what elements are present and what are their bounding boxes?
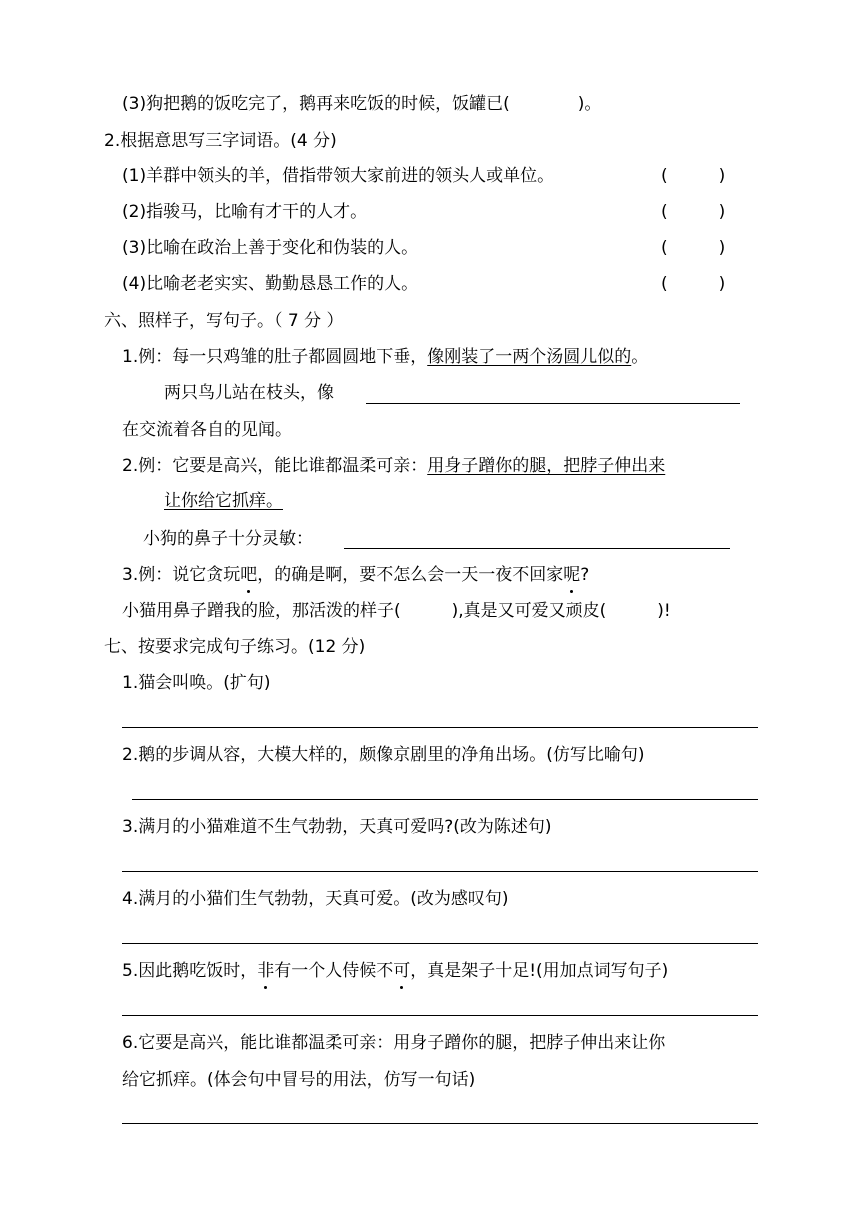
- s7-item-5-text: [122, 959, 668, 983]
- s7-item-4-text: 4.满月的小猫们生气勃勃，天真可爱。(改为感叹句): [122, 889, 509, 909]
- s7-item-5-answer-line[interactable]: [122, 1015, 758, 1016]
- s7-item-3-answer-line[interactable]: [122, 871, 758, 872]
- section-7-title: 七、按要求完成句子练习。(12 分): [104, 637, 366, 657]
- s7-item-1-answer-line[interactable]: [122, 727, 758, 728]
- s7-item-6-line-1: 6.它要是高兴，能比谁都温柔可亲：用身子蹭你的腿，把脖子伸出来让你: [122, 1033, 666, 1053]
- s7-item-1-text: 1.猫会叫唤。(扩句): [122, 673, 271, 693]
- s6-2-example-prefix: 2.例：它要是高兴，能比谁都温柔可亲：: [122, 456, 428, 476]
- s6-2-example-underlined-1: 用身子蹭你的腿，把脖子伸出来: [427, 456, 666, 476]
- s6-3-part-c: ，的确是啊，要不怎么会一天一夜不回家: [257, 565, 564, 585]
- q2-item-3-text: (3)比喻在政治上善于变化和伪装的人。: [122, 238, 419, 258]
- s6-3-part-e: ?: [580, 565, 590, 585]
- s6-1-example-underlined: 像刚装了一两个汤圆儿似的: [427, 347, 632, 367]
- s6-2-answer-line[interactable]: [344, 548, 730, 549]
- s6-1-prompt-tail: 在交流着各自的见闻。: [122, 420, 292, 440]
- s7-item-2-answer-line[interactable]: [132, 799, 758, 800]
- s6-2-example-line-2: [164, 489, 283, 513]
- s7-5-dotted-word-ke: 可: [393, 961, 411, 981]
- s7-5-dotted-word-fei: 非: [257, 961, 275, 981]
- q2-item-4-text: (4)比喻老老实实、勤勤恳恳工作的人。: [122, 274, 419, 294]
- s6-3-dotted-word-ne: 呢: [563, 565, 581, 585]
- s7-item-2-text: 2.鹅的步调从容，大模大样的，颇像京剧里的净角出场。(仿写比喻句): [122, 745, 645, 765]
- s6-3-part-a: 3.例：说它贪玩: [122, 565, 241, 585]
- q2-item-3-answer-blank[interactable]: ( ): [661, 238, 726, 258]
- s6-3-prompt: 小猫用鼻子蹭我的脸，那活泼的样子( ),真是又可爱又顽皮( )!: [122, 601, 671, 621]
- s6-3-example: [122, 563, 589, 587]
- s6-1-example: [122, 345, 648, 369]
- s7-5-part-c: 有一个人侍候不: [274, 961, 394, 981]
- q2-item-2-answer-blank[interactable]: ( ): [661, 202, 726, 222]
- s7-item-4-answer-line[interactable]: [122, 943, 758, 944]
- s6-3-dotted-word-ba: 吧: [240, 565, 258, 585]
- q5-3-text: (3)狗把鹅的饭吃完了，鹅再来吃饭的时候，饭罐已( )。: [122, 94, 602, 114]
- s7-5-part-e: ，真是架子十足!(用加点词写句子): [410, 961, 669, 981]
- s7-item-6-answer-line[interactable]: [122, 1123, 758, 1124]
- q2-item-2-text: (2)指骏马，比喻有才干的人才。: [122, 202, 368, 222]
- s6-1-example-suffix: 。: [631, 347, 649, 367]
- q2-item-1-text: (1)羊群中领头的羊，借指带领大家前进的领头人或单位。: [122, 166, 555, 186]
- section-6-title: 六、照样子，写句子。（ 7 分 ）: [104, 311, 344, 331]
- s6-2-prompt: 小狗的鼻子十分灵敏：: [143, 529, 313, 549]
- s7-5-part-a: 5.因此鹅吃饭时，: [122, 961, 258, 981]
- s6-1-example-prefix: 1.例：每一只鸡雏的肚子都圆圆地下垂，: [122, 347, 428, 367]
- s6-2-example-underlined-2: 让你给它抓痒。: [164, 491, 283, 511]
- s6-1-prompt: 两只鸟儿站在枝头，像: [164, 383, 334, 403]
- q2-title: 2.根据意思写三字词语。(4 分): [104, 131, 337, 151]
- q2-item-1-answer-blank[interactable]: ( ): [661, 166, 726, 186]
- q2-item-4-answer-blank[interactable]: ( ): [661, 274, 726, 294]
- s6-1-answer-line[interactable]: [366, 403, 740, 404]
- s6-2-example-line-1: [122, 454, 665, 478]
- s7-item-6-line-2: 给它抓痒。(体会句中冒号的用法，仿写一句话): [122, 1070, 476, 1090]
- s7-item-3-text: 3.满月的小猫难道不生气勃勃，天真可爱吗?(改为陈述句): [122, 817, 552, 837]
